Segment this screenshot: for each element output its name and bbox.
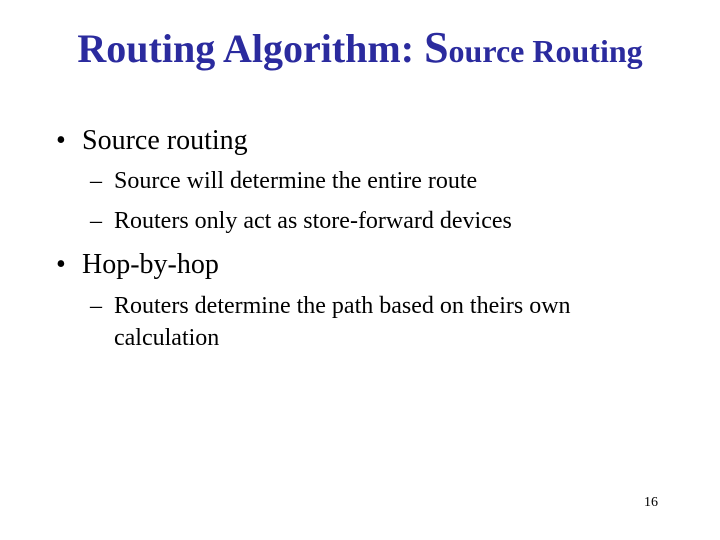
sub-bullet-item: [90, 290, 670, 354]
bullet-item: [56, 248, 219, 282]
bullet-marker: •: [56, 125, 66, 156]
title-text-part-2: S: [424, 23, 449, 72]
bullet-marker: •: [56, 249, 66, 280]
sub-bullet-text: Routers determine the path based on theirs own calculation: [114, 293, 571, 351]
title-text-part-3: ource Routing: [448, 33, 643, 69]
sub-bullet-marker: –: [90, 168, 102, 194]
sub-bullet-marker: –: [90, 293, 102, 319]
sub-bullet-marker: –: [90, 208, 102, 234]
sub-bullet-item: [90, 205, 512, 237]
page-number: 16: [644, 495, 658, 510]
title-text-part-1: Routing Algorithm:: [77, 26, 425, 71]
slide-title: [0, 18, 720, 88]
sub-bullet-item: [90, 165, 477, 197]
sub-bullet-text: Source will determine the entire route: [114, 168, 478, 194]
bullet-item: [56, 124, 248, 158]
bullet-text: Source routing: [82, 125, 248, 156]
bullet-text: Hop-by-hop: [82, 249, 219, 280]
sub-bullet-text: Routers only act as store-forward devices: [114, 208, 512, 234]
